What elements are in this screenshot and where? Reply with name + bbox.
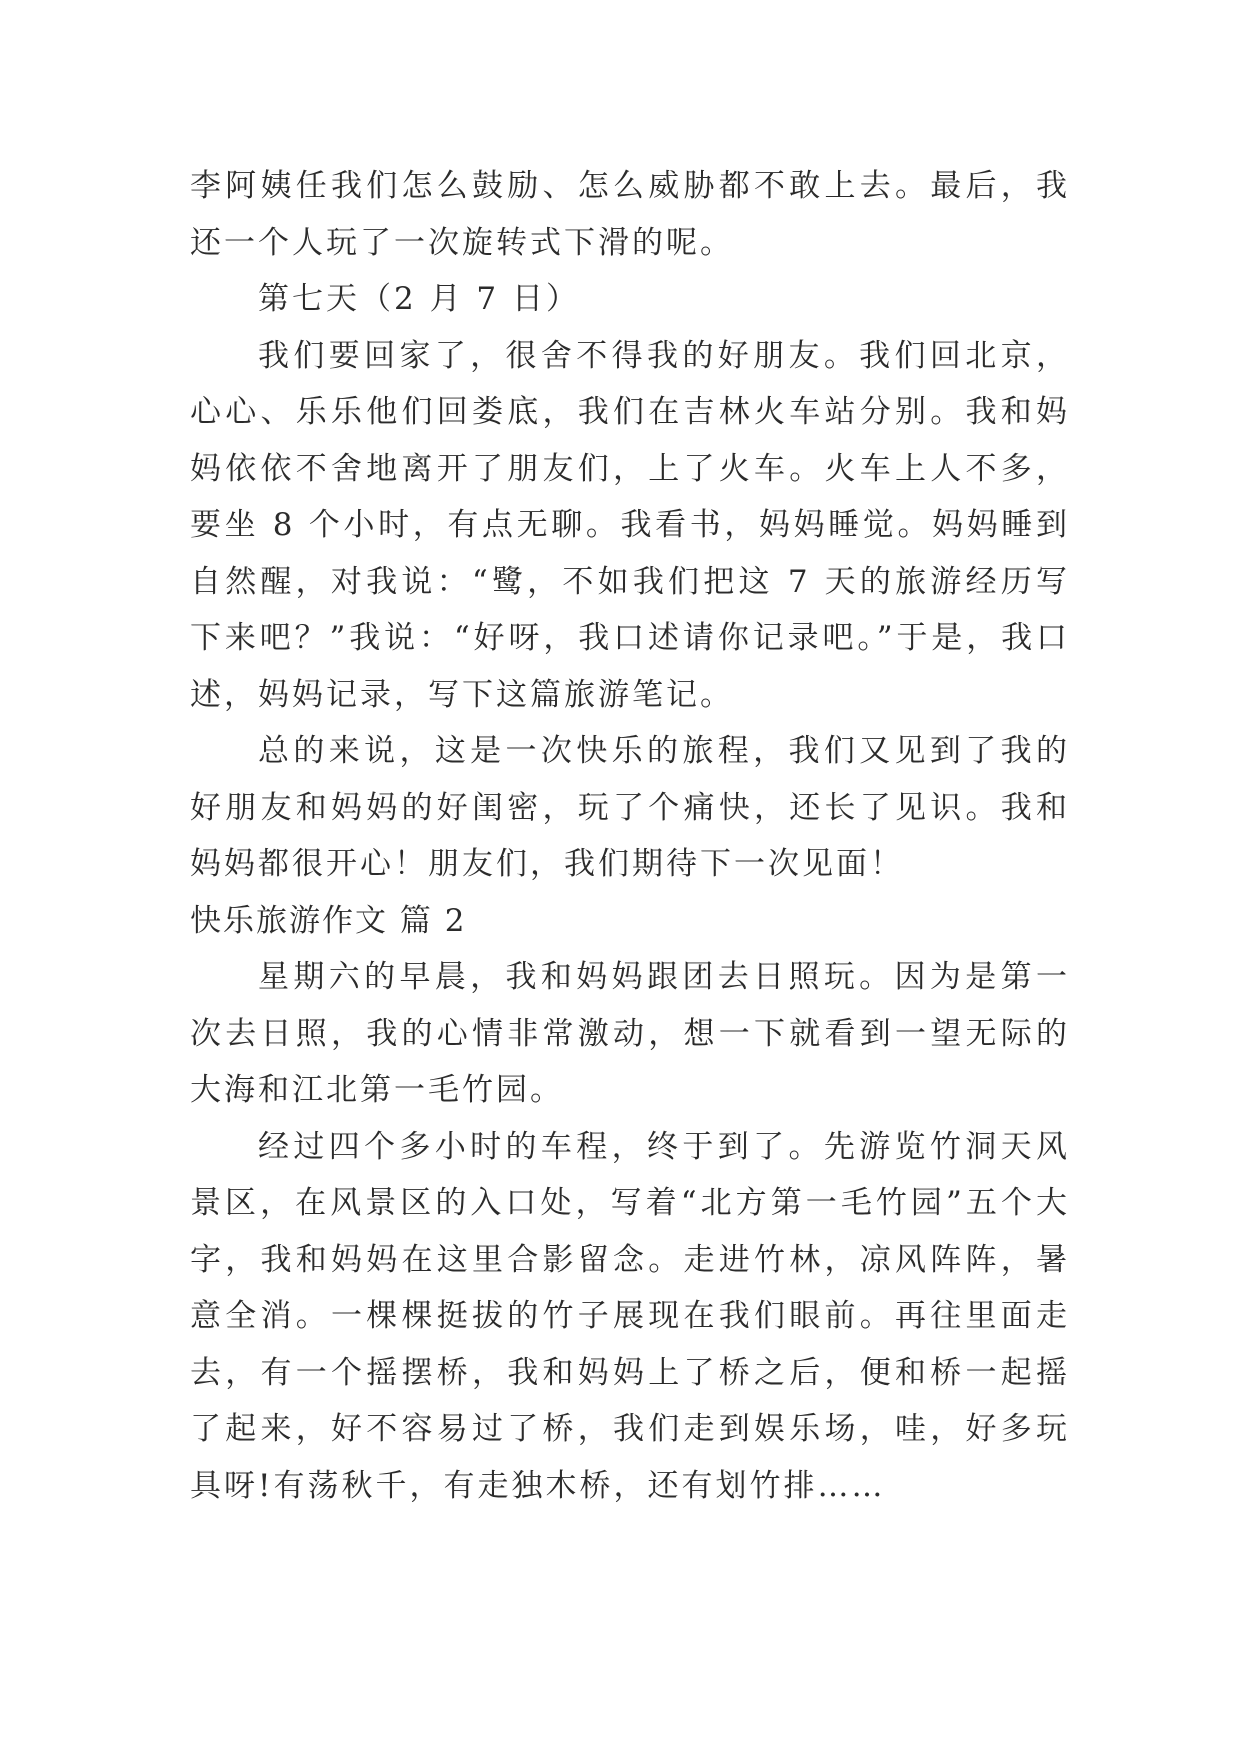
paragraph-continuation: 李阿姨任我们怎么鼓励、怎么威胁都不敢上去。最后，我还一个人玩了一次旋转式下滑的呢。	[190, 168, 1070, 261]
paragraph-going-home: 我们要回家了，很舍不得我的好朋友。我们回北京，心心、乐乐他们回娄底，我们在吉林火车站分别。我和妈妈依依不舍地离开了朋友们，上了火车。火车上人不多，要坐 8 个小时，有点无聊。我看书，妈妈睡觉。妈妈睡到自然醒，对我说：“鹭，不如我们把这 7 天的旅游经历写下来吧？”我说：“好呀，我口述请你记录吧。”于是，我口述，妈妈记录，写下这篇旅游笔记。	[190, 337, 1070, 713]
section-heading: 快乐旅游作文 篇 2	[190, 902, 467, 939]
document-body	[190, 158, 1070, 1514]
paragraph-bamboo-garden: 经过四个多小时的车程，终于到了。先游览竹洞天风景区，在风景区的入口处，写着“北方第一毛竹园”五个大字，我和妈妈在这里合影留念。走进竹林，凉风阵阵，暑意全消。一棵棵挺拔的竹子展现在我们眼前。再往里面走去，有一个摇摆桥，我和妈妈上了桥之后，便和桥一起摇了起来，好不容易过了桥，我们走到娱乐场，哇，好多玩具呀!有荡秋千，有走独木桥，还有划竹排……	[190, 1128, 1070, 1504]
paragraph-day-seven-heading: 第七天（2 月 7 日）	[258, 281, 581, 317]
paragraph-summary: 总的来说，这是一次快乐的旅程，我们又见到了我的好朋友和妈妈的好闺密，玩了个痛快，还长了见识。我和妈妈都很开心！朋友们，我们期待下一次见面！	[190, 733, 1070, 882]
paragraph-saturday-morning: 星期六的早晨，我和妈妈跟团去日照玩。因为是第一次去日照，我的心情非常激动，想一下就看到一望无际的大海和江北第一毛竹园。	[190, 959, 1070, 1108]
